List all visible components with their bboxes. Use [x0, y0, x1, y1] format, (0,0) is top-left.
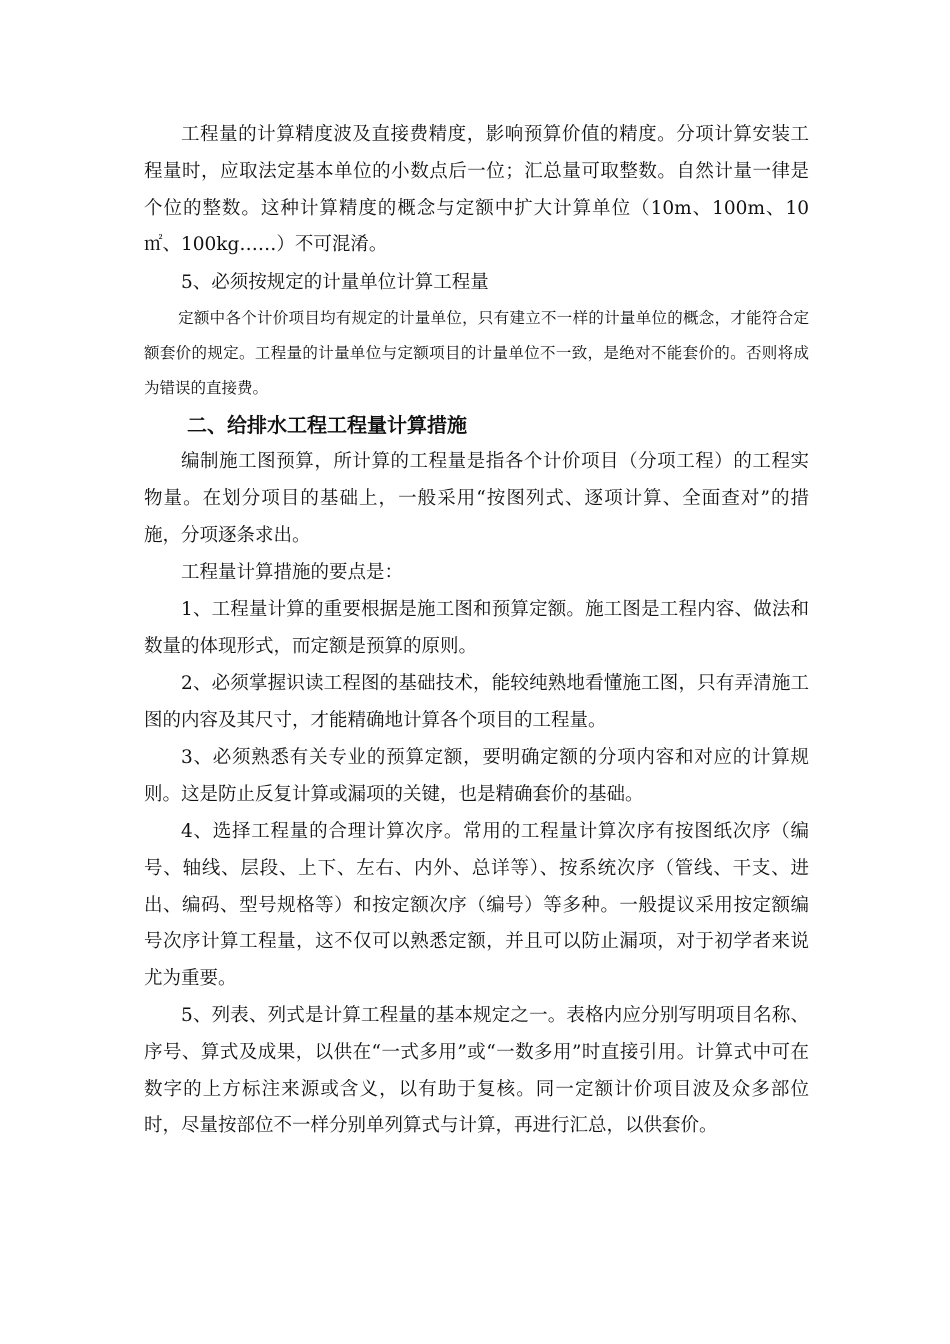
paragraph-unit-requirement-title: 5、必须按规定的计量单位计算工程量: [181, 272, 489, 293]
paragraph-point-4: 4、选择工程量的合理计算次序。常用的工程量计算次序有按图纸次序（编号、轴线、层段、上下、左右、内外、总详等）、按系统次序（管线、干支、进出、编码、型号规格等）和按定额次序（编号）等多种。一般提议采用按定额编号次序计算工程量，这不仅可以熟悉定额，并且可以防止漏项，对于初学者来说尤为重要。: [144, 821, 809, 990]
section-heading: 二、给排水工程工程量计算措施: [187, 413, 467, 437]
paragraph-point-1: 1、工程量计算的重要根据是施工图和预算定额。施工图是工程内容、做法和数量的体现形式，而定额是预算的原则。: [144, 599, 809, 657]
paragraph-unit-requirement-body: 定额中各个计价项目均有规定的计量单位，只有建立不一样的计量单位的概念，才能符合定额套价的规定。工程量的计量单位与定额项目的计量单位不一致，是绝对不能套价的。否则将成为错误的直接费。: [144, 309, 809, 397]
paragraph-budget-preparation: 编制施工图预算，所计算的工程量是指各个计价项目（分项工程）的工程实物量。在划分项目的基础上，一般采用“按图列式、逐项计算、全面查对”的措施，分项逐条求出。: [144, 451, 809, 546]
paragraph-key-points-intro: 工程量计算措施的要点是：: [181, 562, 404, 583]
paragraph-point-3: 3、必须熟悉有关专业的预算定额，要明确定额的分项内容和对应的计算规则。这是防止反复计算或漏项的关键，也是精确套价的基础。: [144, 747, 809, 805]
paragraph-calculation-precision: 工程量的计算精度波及直接费精度，影响预算价值的精度。分项计算安装工程量时，应取法定基本单位的小数点后一位；汇总量可取整数。自然计量一律是个位的整数。这种计算精度的概念与定额中扩大计算单位（10m、100m、10㎡、100kg……）不可混淆。: [144, 124, 809, 256]
paragraph-point-2: 2、必须掌握识读工程图的基础技术，能较纯熟地看懂施工图，只有弄清施工图的内容及其尺寸，才能精确地计算各个项目的工程量。: [144, 673, 809, 731]
paragraph-point-5: 5、列表、列式是计算工程量的基本规定之一。表格内应分别写明项目名称、序号、算式及成果，以供在“一式多用”或“一数多用”时直接引用。计算式中可在数字的上方标注来源或含义，以有助于复核。同一定额计价项目波及众多部位时，尽量按部位不一样分别单列算式与计算，再进行汇总，以供套价。: [144, 1005, 809, 1137]
